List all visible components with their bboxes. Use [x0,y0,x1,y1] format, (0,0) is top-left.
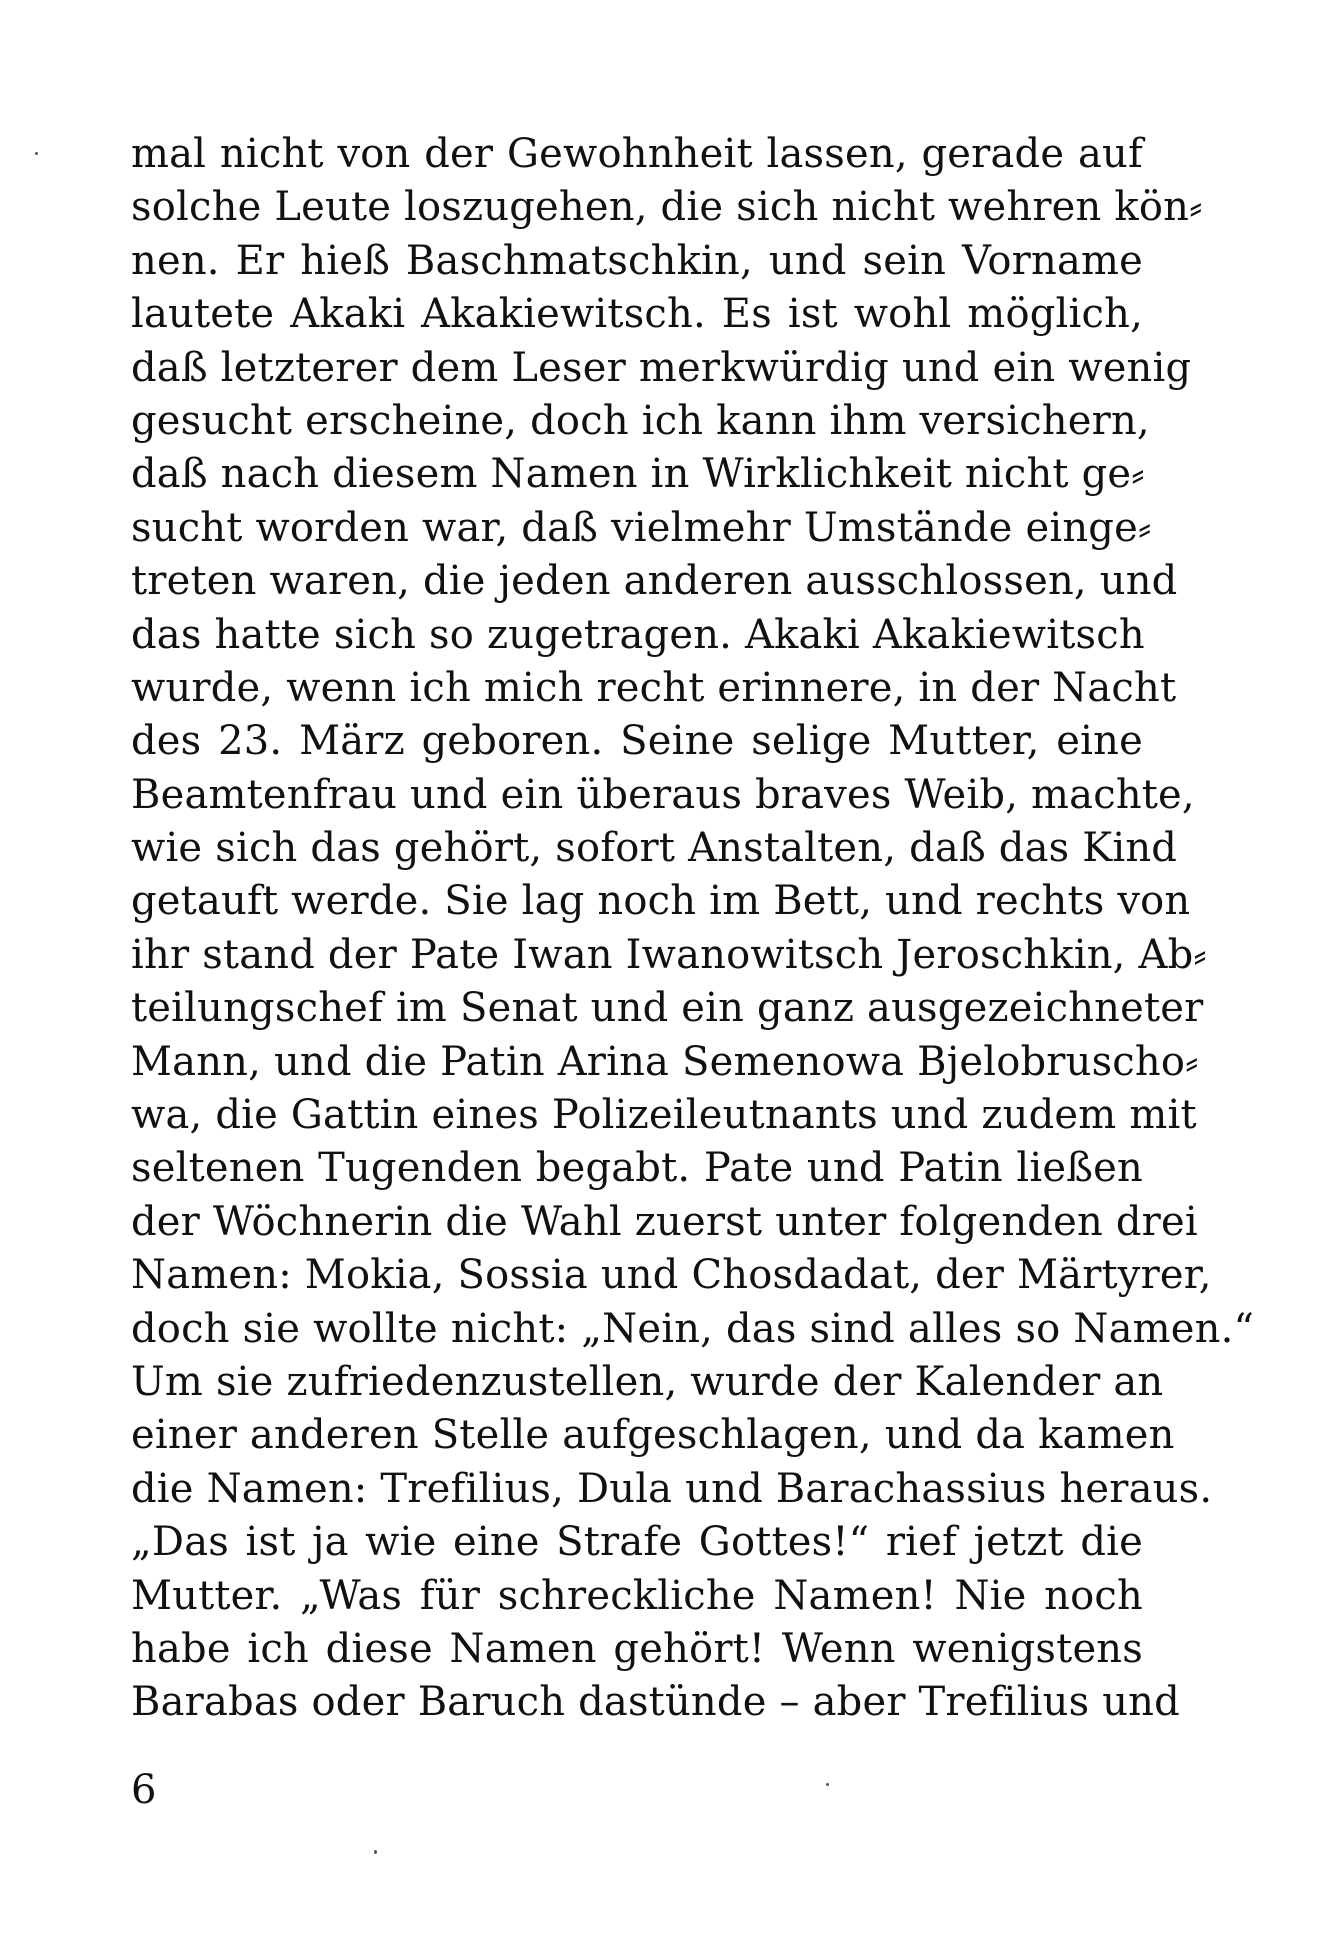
body-text [131,128,1255,1730]
text-line-22: Namen: Mokia, Sossia und Chosdadat, der Märtyrer, [131,1252,1212,1299]
text-line-25: einer anderen Stelle aufgeschlagen, und da kamen [131,1412,1175,1459]
text-line-28: Mutter. „Was für schreckliche Namen! Nie noch [131,1572,1143,1619]
text-line-20: seltenen Tugenden begabt. Pate und Patin ließen [131,1145,1143,1192]
text-line-12: des 23. März geboren. Seine selige Mutter, eine [131,718,1143,765]
print-speck [826,1783,829,1786]
text-line-14: wie sich das gehört, sofort Anstalten, daß das Kind [131,825,1178,872]
page-number: 6 [131,1767,157,1813]
text-line-1: mal nicht von der Gewohnheit lassen, gerade auf [131,131,1143,177]
text-line-24: Um sie zufriedenzustellen, wurde der Kalender an [131,1358,1164,1405]
print-speck [374,1850,377,1854]
text-line-26: die Namen: Trefilius, Dula und Barachassius heraus. [131,1465,1213,1512]
text-line-27: „Das ist ja wie eine Strafe Gottes!“ rief jetzt die [131,1519,1143,1566]
text-line-13: Beamtenfrau und ein überaus braves Weib, machte, [131,771,1195,818]
text-line-4: lautete Akaki Akakiewitsch. Es ist wohl möglich, [131,291,1143,338]
text-line-29: habe ich diese Namen gehört! Wenn wenigstens [131,1625,1143,1672]
text-line-10: das hatte sich so zugetragen. Akaki Akakiewitsch [131,611,1145,658]
text-line-15: getauft werde. Sie lag noch im Bett, und rechts von [131,878,1191,925]
text-line-8: sucht worden war, daß vielmehr Umstände einge⸗ [131,504,1152,551]
text-line-2: solche Leute loszugehen, die sich nicht wehren kön⸗ [131,184,1203,231]
text-line-18: Mann, und die Patin Arina Semenowa Bjelobruscho⸗ [131,1038,1199,1085]
text-line-11: wurde, wenn ich mich recht erinnere, in der Nacht [131,664,1177,711]
text-line-21: der Wöchnerin die Wahl zuerst unter folgenden drei [131,1198,1198,1245]
print-speck [35,152,38,155]
text-line-30: Barabas oder Baruch dastünde – aber Trefilius und [131,1679,1180,1726]
text-line-17: teilungschef im Senat und ein ganz ausgezeichneter [131,985,1204,1032]
text-line-7: daß nach diesem Namen in Wirklichkeit nicht ge⸗ [131,451,1145,498]
text-line-3: nen. Er hieß Baschmatschkin, und sein Vorname [131,237,1143,284]
text-line-9: treten waren, die jeden anderen ausschlossen, und [131,558,1178,605]
text-line-6: gesucht erscheine, doch ich kann ihm versichern, [131,397,1150,444]
text-line-5: daß letzterer dem Leser merkwürdig und ein wenig [131,344,1192,391]
text-line-19: wa, die Gattin eines Polizeileutnants und zudem mit [131,1092,1197,1139]
text-line-16: ihr stand der Pate Iwan Iwanowitsch Jeroschkin, Ab⸗ [131,931,1207,978]
text-line-23: doch sie wollte nicht: „Nein, das sind alles so Namen.“ [131,1305,1255,1352]
